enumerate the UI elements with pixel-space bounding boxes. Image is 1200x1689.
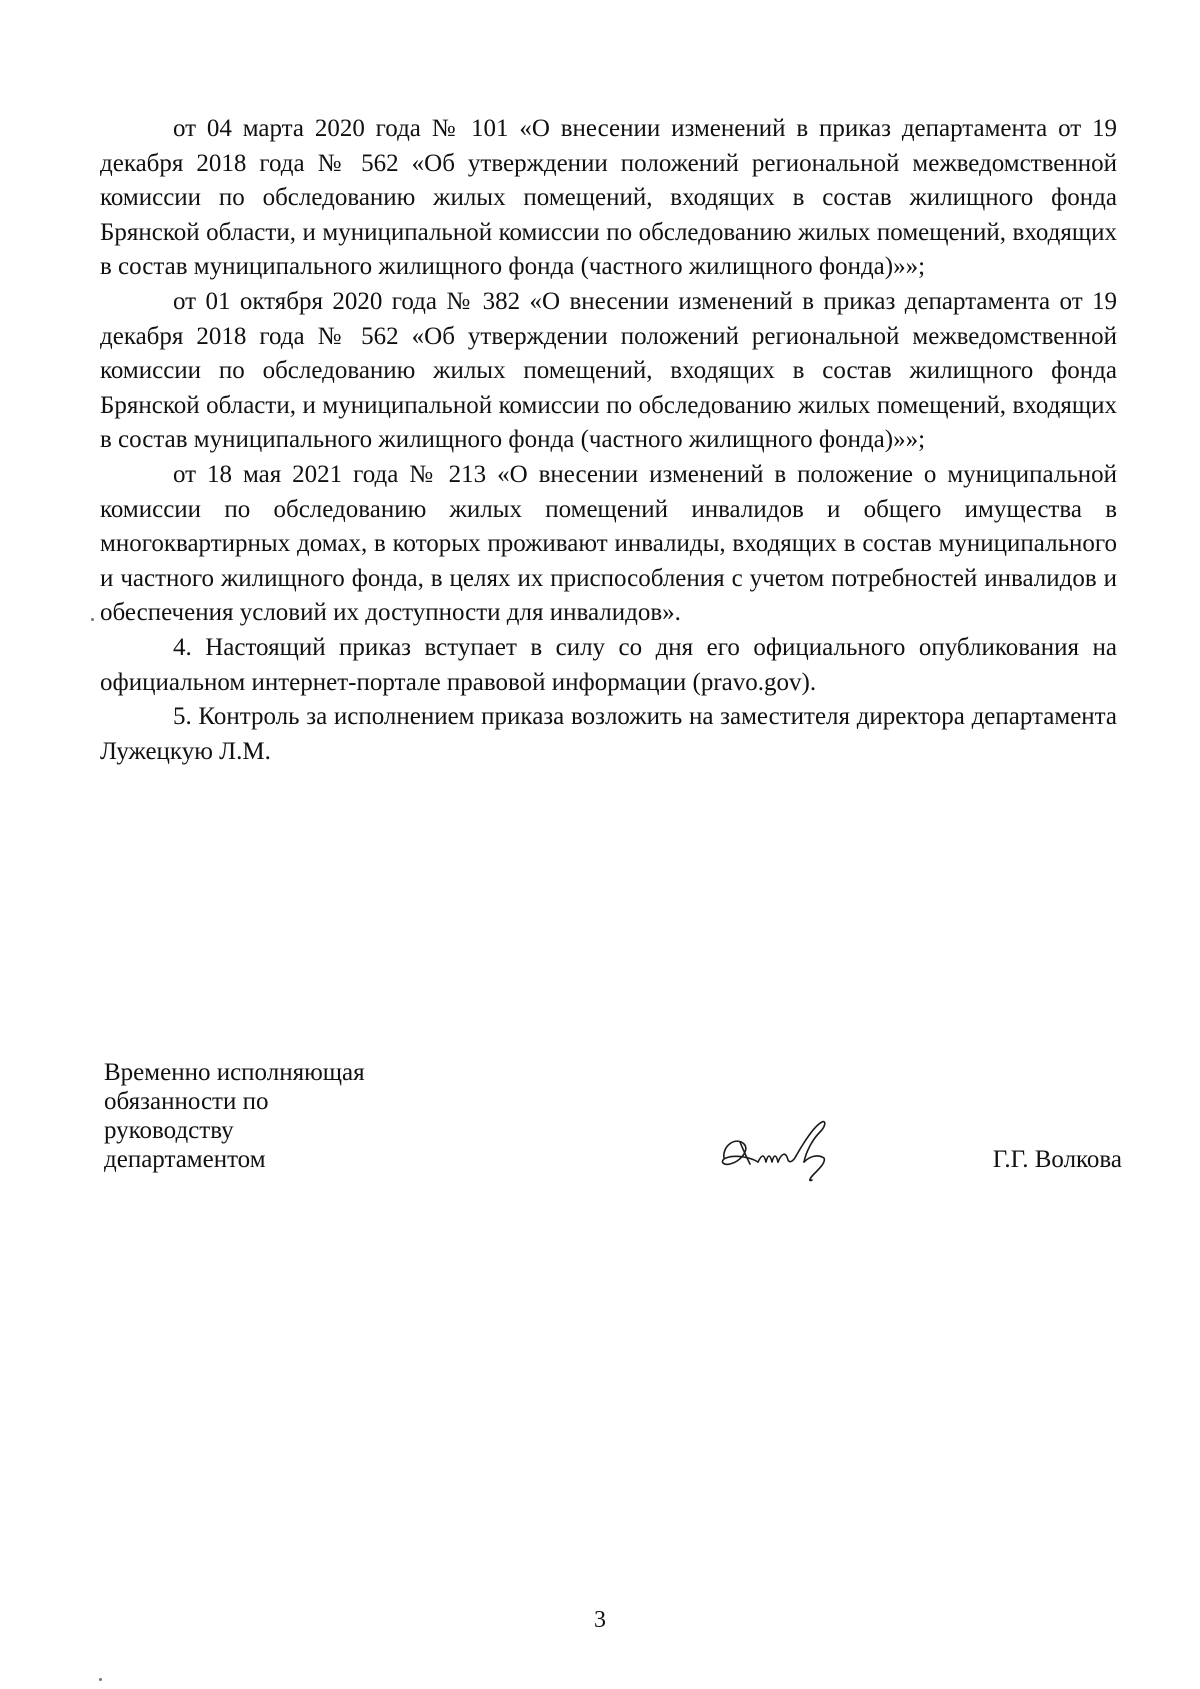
paragraph-clause-5: 5. Контроль за исполнением приказа возложить на заместителя директора департамента Лужецкую Л.М. [100, 703, 1117, 765]
scan-speck [91, 618, 94, 621]
signatory-position [104, 1058, 434, 1174]
signatory-position-line: руководству [104, 1117, 234, 1144]
paragraph-order-2021-213: от 18 мая 2021 года № 213 «О внесении изменений в положение о муниципальной комиссии по обследованию жилых помещений инвалидов и общего имущества в многоквартирных домах, в которых проживают инвалиды, входящих в состав муниципального и частного жилищного фонда, в целях их приспособления с учетом потребностей инвалидов и обеспечения условий их доступности для инвалидов». [100, 460, 1117, 627]
signature-block [104, 1058, 1124, 1198]
page-number: 3 [594, 1607, 606, 1633]
paragraph-order-2020-101: от 04 марта 2020 года № 101 «О внесении изменений в приказ департамента от 19 декабря 2018 года № 562 «Об утверждении положений региональной межведомственной комиссии по обследованию жилых помещений, входящих в состав жилищного фонда Брянской области, и муниципальной комиссии по обследованию жилых помещений, входящих в состав муниципального жилищного фонда (частного жилищного фонда)»»; [100, 115, 1117, 281]
document-body [100, 112, 1117, 769]
scan-speck [99, 1678, 102, 1681]
handwritten-signature-icon [714, 1118, 854, 1188]
signatory-name: Г.Г. Волкова [992, 1146, 1122, 1173]
signatory-position-line: обязанности по [104, 1088, 269, 1115]
paragraph-order-2020-382: от 01 октября 2020 года № 382 «О внесении изменений в приказ департамента от 19 декабря 2018 года № 562 «Об утверждении положений региональной межведомственной комиссии по обследованию жилых помещений, входящих в состав жилищного фонда Брянской области, и муниципальной комиссии по обследованию жилых помещений, входящих в состав муниципального жилищного фонда (частного жилищного фонда)»»; [100, 287, 1117, 454]
paragraph-clause-4: 4. Настоящий приказ вступает в силу со дня его официального опубликования на официальном интернет-портале правовой информации (pravo.gov). [100, 633, 1117, 696]
signatory-position-line: Временно исполняющая [104, 1059, 365, 1086]
signatory-position-line: департаментом [104, 1146, 266, 1173]
